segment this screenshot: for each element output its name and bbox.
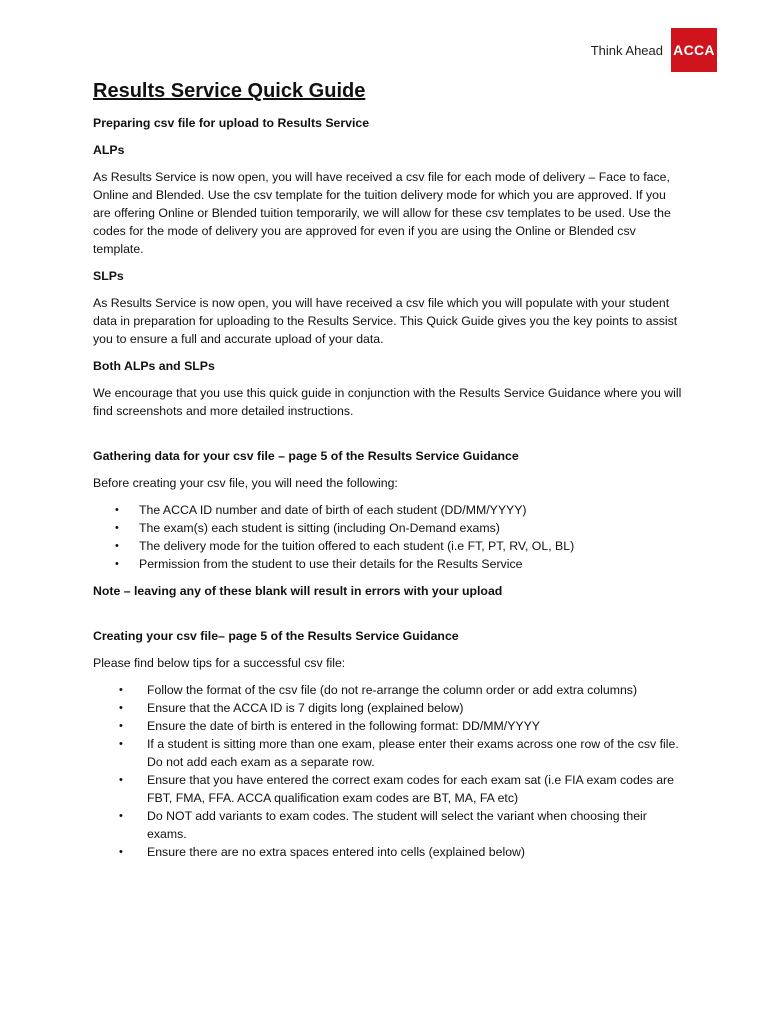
- subheading-both: Both ALPs and SLPs: [93, 359, 215, 373]
- note-warning: Note – leaving any of these blank will result in errors with your upload: [93, 584, 503, 598]
- section-heading-gathering: Gathering data for your csv file – page 5 of the Results Service Guidance: [93, 449, 519, 463]
- list-item: • Ensure that you have entered the correct exam codes for each exam sat (i.e FIA exam codes are FBT, FMA, FFA. ACCA qualification exam codes are BT, MA, FA etc): [119, 773, 674, 805]
- bullet-icon: •: [115, 504, 119, 516]
- list-item: • Permission from the student to use their details for the Results Service: [115, 557, 523, 571]
- subheading-slps: SLPs: [93, 269, 124, 283]
- list-item: • Do NOT add variants to exam codes. The student will select the variant when choosing their exams.: [119, 809, 647, 841]
- bullet-icon: •: [119, 810, 123, 822]
- list-item: • Ensure the date of birth is entered in the following format: DD/MM/YYYY: [119, 719, 541, 733]
- paragraph-slps: As Results Service is now open, you will have received a csv file which you will populate with your student data in preparation for uploading to the Results Service. This Quick Guide gives you the key points to assist you to ensure a full and accurate upload of your data.: [93, 296, 678, 346]
- creating-bullet-list: [93, 681, 683, 861]
- logo-text: ACCA: [673, 42, 715, 58]
- paragraph-gathering-intro: Before creating your csv file, you will need the following:: [93, 476, 398, 490]
- section-heading-preparing: Preparing csv file for upload to Results Service: [93, 116, 370, 130]
- bullet-icon: •: [115, 540, 119, 552]
- list-item: • Ensure there are no extra spaces entered into cells (explained below): [119, 845, 526, 859]
- gathering-bullet-list: [93, 501, 683, 573]
- bullet-icon: •: [119, 774, 123, 786]
- bullet-icon: •: [119, 702, 123, 714]
- bullet-icon: •: [119, 684, 123, 696]
- list-item: • The delivery mode for the tuition offered to each student (i.e FT, PT, RV, OL, BL): [115, 539, 575, 553]
- bullet-icon: •: [115, 522, 119, 534]
- page-header: [591, 28, 717, 72]
- list-item: • Ensure that the ACCA ID is 7 digits long (explained below): [119, 701, 464, 715]
- list-item: • The ACCA ID number and date of birth of each student (DD/MM/YYYY): [115, 503, 527, 517]
- acca-logo: [671, 28, 717, 72]
- subheading-alps: ALPs: [93, 143, 125, 157]
- page-title: Results Service Quick Guide: [93, 80, 366, 102]
- document-body: [93, 78, 683, 870]
- bullet-icon: •: [119, 738, 123, 750]
- bullet-icon: •: [115, 558, 119, 570]
- list-item: • Follow the format of the csv file (do not re-arrange the column order or add extra columns): [119, 683, 638, 697]
- list-item: • If a student is sitting more than one exam, please enter their exams across one row of the csv file. Do not add each exam as a separate row.: [119, 737, 679, 769]
- bullet-icon: •: [119, 720, 123, 732]
- paragraph-alps: As Results Service is now open, you will have received a csv file for each mode of delivery – Face to face, Online and Blended. Use the csv template for the tuition delivery mode for which you are approved. If you are offering Online or Blended tuition temporarily, we will allow for these csv templates to be used. Use the codes for the mode of delivery you are approved for even if you are using the Online or Blended csv template.: [93, 170, 671, 256]
- bullet-icon: •: [119, 846, 123, 858]
- list-item: • The exam(s) each student is sitting (including On-Demand exams): [115, 521, 500, 535]
- paragraph-both: We encourage that you use this quick guide in conjunction with the Results Service Guidance where you will find screenshots and more detailed instructions.: [93, 386, 682, 418]
- section-heading-creating: Creating your csv file– page 5 of the Results Service Guidance: [93, 629, 459, 643]
- paragraph-creating-intro: Please find below tips for a successful csv file:: [93, 656, 346, 670]
- brand-tagline: Think Ahead: [590, 42, 663, 58]
